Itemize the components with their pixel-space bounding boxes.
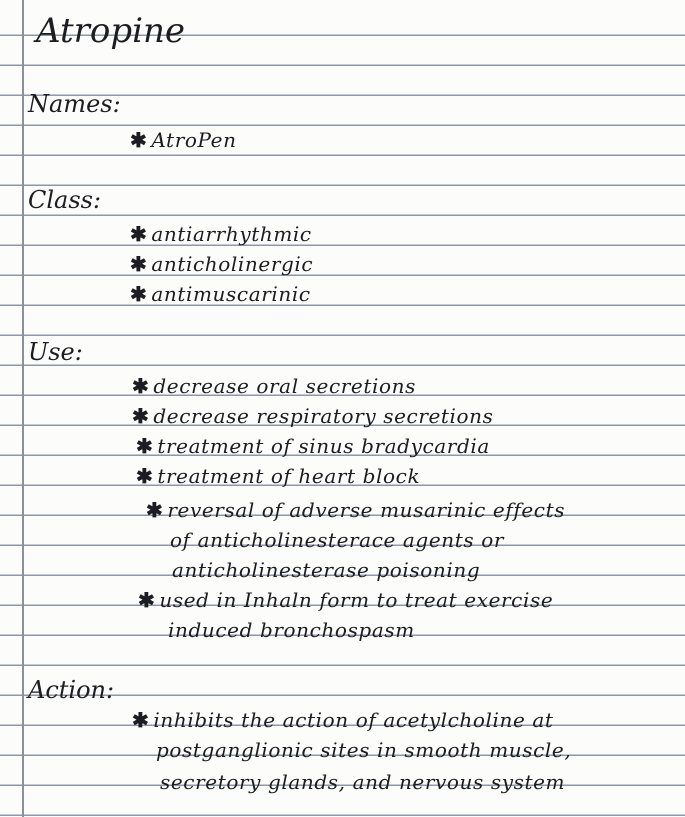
- asterisk-icon: ✱: [138, 588, 156, 612]
- use-item: ✱ treatment of heart block: [136, 464, 421, 488]
- use-item-continuation: of anticholinesterace agents or: [170, 528, 504, 552]
- action-item: ✱ inhibits the action of acetylcholine at: [132, 708, 554, 732]
- class-heading: Class:: [28, 186, 102, 214]
- asterisk-icon: ✱: [132, 708, 150, 732]
- asterisk-icon: ✱: [130, 282, 148, 306]
- names-item: ✱ AtroPen: [130, 128, 237, 152]
- asterisk-icon: ✱: [130, 252, 148, 276]
- class-item: ✱ anticholinergic: [130, 252, 314, 276]
- asterisk-icon: ✱: [130, 222, 148, 246]
- use-item-continuation: anticholinesterase poisoning: [172, 558, 481, 582]
- use-item: ✱ reversal of adverse musarinic effects: [146, 498, 566, 522]
- asterisk-icon: ✱: [136, 434, 154, 458]
- asterisk-icon: ✱: [132, 374, 150, 398]
- use-item: ✱ used in Inhaln form to treat exercise: [138, 588, 554, 612]
- use-heading: Use:: [28, 338, 83, 366]
- use-item: ✱ treatment of sinus bradycardia: [136, 434, 490, 458]
- asterisk-icon: ✱: [132, 404, 150, 428]
- use-item: ✱ decrease oral secretions: [132, 374, 416, 398]
- asterisk-icon: ✱: [146, 498, 164, 522]
- names-heading: Names:: [28, 90, 121, 118]
- margin-line: [22, 0, 24, 817]
- asterisk-icon: ✱: [136, 464, 154, 488]
- action-heading: Action:: [28, 676, 115, 704]
- asterisk-icon: ✱: [130, 128, 148, 152]
- use-item-continuation: induced bronchospasm: [168, 618, 415, 642]
- class-item: ✱ antimuscarinic: [130, 282, 311, 306]
- class-item: ✱ antiarrhythmic: [130, 222, 312, 246]
- use-item: ✱ decrease respiratory secretions: [132, 404, 494, 428]
- page-title: Atropine: [36, 11, 185, 51]
- action-item-continuation: postganglionic sites in smooth muscle,: [156, 738, 572, 762]
- action-item-continuation: secretory glands, and nervous system: [160, 770, 566, 794]
